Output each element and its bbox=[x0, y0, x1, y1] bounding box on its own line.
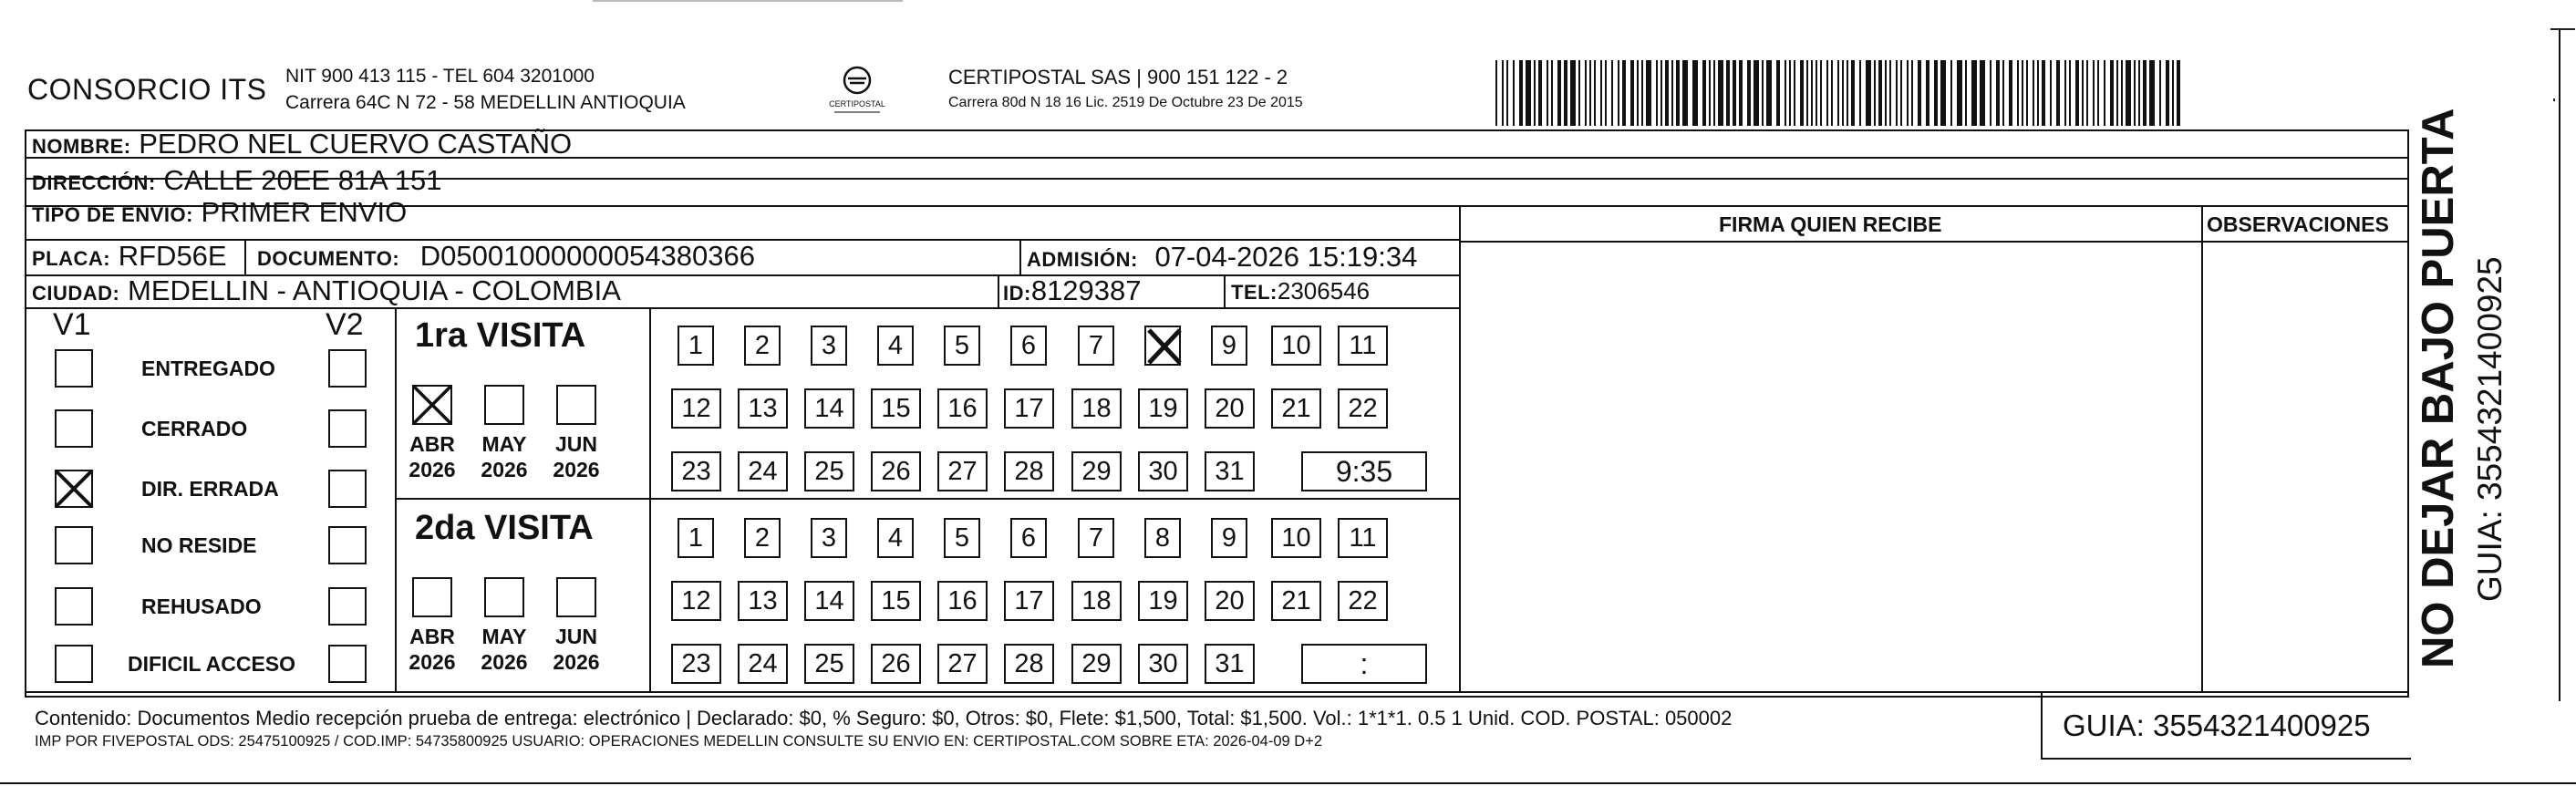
day-checkbox[interactable]: 31 bbox=[1205, 451, 1255, 491]
barcode-bar bbox=[1990, 60, 1991, 126]
barcode-bar bbox=[1676, 60, 1680, 126]
company-address: Carrera 64C N 72 - 58 MEDELLIN ANTIOQUIA bbox=[285, 92, 686, 113]
barcode-bar bbox=[1911, 60, 1913, 126]
footer-imp-line: IMP POR FIVEPOSTAL ODS: 25475100925 / COD.IMP: 54735800925 USUARIO: OPERACIONES MEDELLIN CONSULTE SU ENVIO EN: CERTIPOSTAL.COM SOBRE ETA: 2026-04-09 D+2 bbox=[35, 733, 1323, 750]
month-checkbox[interactable] bbox=[412, 577, 452, 617]
id-value: 8129387 bbox=[1030, 274, 1142, 306]
visit-title: 2da VISITA bbox=[415, 509, 594, 547]
month-label: ABR 2026 bbox=[409, 625, 456, 674]
barcode-bar bbox=[1831, 60, 1833, 126]
month-checkbox[interactable] bbox=[556, 577, 596, 617]
status-label: REHUSADO bbox=[141, 595, 262, 618]
footer-guia-divider bbox=[2041, 691, 2043, 760]
v2-checkbox[interactable] bbox=[328, 349, 367, 388]
barcode-bar bbox=[2075, 60, 2079, 126]
month-label: JUN 2026 bbox=[553, 432, 600, 481]
v2-header: V2 bbox=[326, 307, 364, 342]
v1-checkbox[interactable] bbox=[55, 587, 93, 626]
month-label: MAY 2026 bbox=[481, 625, 528, 674]
v1-checkbox[interactable] bbox=[55, 470, 93, 508]
barcode-bar bbox=[2093, 60, 2095, 126]
day-checkbox[interactable]: 30 bbox=[1138, 451, 1188, 491]
day-checkbox[interactable]: 21 bbox=[1271, 581, 1321, 621]
barcode-bar bbox=[1878, 60, 1882, 126]
day-checkbox[interactable]: 10 bbox=[1271, 326, 1321, 366]
barcode-bar bbox=[2104, 60, 2105, 126]
day-checkbox[interactable]: 27 bbox=[937, 644, 988, 684]
v2-checkbox[interactable] bbox=[328, 645, 367, 683]
v2-checkbox[interactable] bbox=[328, 587, 367, 626]
company-nit: NIT 900 413 115 - TEL 604 3201000 bbox=[285, 66, 595, 87]
barcode-bar bbox=[1726, 60, 1730, 126]
nombre-value: PEDRO NEL CUERVO CASTAÑO bbox=[139, 128, 573, 160]
month-label: JUN 2026 bbox=[553, 625, 600, 674]
barcode-bar bbox=[1671, 60, 1673, 126]
barcode-bar bbox=[2009, 60, 2012, 126]
ciudad-cell bbox=[32, 274, 621, 310]
visit-column-divider bbox=[395, 307, 397, 691]
day-checkbox[interactable]: 14 bbox=[804, 388, 854, 429]
cell-divider bbox=[244, 239, 246, 274]
observaciones-area[interactable] bbox=[2204, 243, 2407, 689]
barcode-bar bbox=[1622, 60, 1626, 126]
barcode-bar bbox=[1885, 60, 1887, 126]
admision-label: ADMISIÓN: bbox=[1027, 248, 1138, 271]
barcode-bar bbox=[2138, 60, 2140, 126]
visit-title: 1ra VISITA bbox=[415, 316, 586, 355]
day-checkbox[interactable]: 19 bbox=[1138, 388, 1188, 429]
barcode-bar bbox=[1570, 60, 1576, 126]
v2-checkbox[interactable] bbox=[328, 526, 367, 564]
nombre-row bbox=[32, 128, 572, 163]
day-checkbox[interactable]: 2 bbox=[744, 518, 781, 558]
cell-divider bbox=[1019, 239, 1021, 274]
barcode-bar bbox=[1600, 60, 1602, 126]
day-checkbox[interactable]: 3 bbox=[811, 518, 847, 558]
barcode-bar bbox=[2172, 60, 2174, 126]
column-divider bbox=[1459, 205, 1461, 691]
v2-checkbox[interactable] bbox=[328, 470, 367, 508]
barcode-bar bbox=[1934, 60, 1938, 126]
barcode-bar bbox=[1816, 60, 1817, 126]
visit-column-divider bbox=[649, 307, 651, 691]
firma-area[interactable] bbox=[1462, 243, 2199, 689]
day-checkbox[interactable]: 9 bbox=[1211, 326, 1247, 366]
day-checkbox[interactable]: 4 bbox=[877, 518, 914, 558]
footer-divider bbox=[25, 691, 2409, 693]
day-checkbox[interactable]: 20 bbox=[1205, 581, 1255, 621]
barcode-bar bbox=[2022, 60, 2023, 126]
month-checkbox[interactable] bbox=[412, 385, 452, 425]
barcode-bar bbox=[1739, 60, 1743, 126]
barcode-bar bbox=[2134, 60, 2136, 126]
day-checkbox[interactable]: 25 bbox=[804, 644, 854, 684]
barcode-bar bbox=[1842, 60, 1844, 126]
barcode-bar bbox=[1547, 60, 1548, 126]
day-checkbox[interactable]: 11 bbox=[1338, 518, 1388, 558]
barcode-bar bbox=[1660, 60, 1662, 126]
barcode-bar bbox=[1709, 60, 1711, 126]
barcode-bar bbox=[2026, 60, 2028, 126]
barcode-bar bbox=[1762, 60, 1764, 126]
barcode-bar bbox=[1656, 60, 1658, 126]
barcode-bar bbox=[1557, 60, 1561, 126]
day-checkbox[interactable]: 25 bbox=[804, 451, 854, 491]
barcode-bar bbox=[2037, 60, 2039, 126]
barcode-bar bbox=[1996, 60, 2000, 126]
day-checkbox[interactable]: 24 bbox=[738, 644, 788, 684]
time-field[interactable]: : bbox=[1301, 644, 1427, 684]
barcode-bar bbox=[2002, 60, 2004, 126]
status-label: ENTREGADO bbox=[141, 357, 275, 380]
day-checkbox[interactable]: 26 bbox=[871, 451, 921, 491]
day-checkbox[interactable]: 4 bbox=[877, 326, 914, 366]
v1-checkbox[interactable] bbox=[55, 409, 93, 448]
barcode-bar bbox=[1889, 60, 1891, 126]
tel-value: 2306546 bbox=[1277, 277, 1371, 305]
day-checkbox[interactable]: 1 bbox=[678, 326, 714, 366]
barcode-bar bbox=[1896, 60, 1898, 126]
barcode-bar bbox=[1618, 60, 1619, 126]
status-label: DIFICIL ACCESO bbox=[128, 652, 296, 676]
cell-divider bbox=[998, 274, 999, 307]
day-checkbox[interactable]: 31 bbox=[1205, 644, 1255, 684]
day-checkbox[interactable]: 8 bbox=[1144, 518, 1181, 558]
month-checkbox[interactable] bbox=[556, 385, 596, 425]
column-divider bbox=[2201, 205, 2203, 691]
barcode bbox=[1495, 60, 2181, 126]
day-checkbox[interactable]: 14 bbox=[804, 581, 854, 621]
barcode-bar bbox=[1538, 60, 1542, 126]
documento-cell bbox=[257, 240, 755, 275]
barcode-bar bbox=[1564, 60, 1567, 126]
barcode-bar bbox=[2042, 60, 2045, 126]
barcode-bar bbox=[1826, 60, 1828, 126]
day-checkbox[interactable]: 21 bbox=[1271, 388, 1321, 429]
barcode-bar bbox=[1637, 60, 1639, 126]
month-label: ABR 2026 bbox=[409, 432, 456, 481]
day-checkbox[interactable] bbox=[1144, 326, 1181, 366]
certipostal-license: Carrera 80d N 18 16 Lic. 2519 De Octubre 23 De 2015 bbox=[948, 95, 1303, 110]
barcode-bar bbox=[1940, 60, 1946, 126]
barcode-bar bbox=[2149, 60, 2155, 126]
day-checkbox[interactable]: 22 bbox=[1338, 581, 1388, 621]
day-checkbox[interactable]: 3 bbox=[811, 326, 847, 366]
barcode-bar bbox=[1702, 60, 1706, 126]
barcode-bar bbox=[1820, 60, 1822, 126]
day-checkbox[interactable]: 6 bbox=[1010, 518, 1047, 558]
barcode-bar bbox=[1754, 60, 1759, 126]
barcode-bar bbox=[1605, 60, 1607, 126]
day-checkbox[interactable]: 28 bbox=[1004, 451, 1054, 491]
company-name: CONSORCIO ITS bbox=[27, 73, 267, 106]
direccion-value: CALLE 20EE 81A 151 bbox=[163, 164, 442, 196]
barcode-bar bbox=[2166, 60, 2169, 126]
barcode-bar bbox=[1502, 60, 1504, 126]
barcode-bar bbox=[1866, 60, 1871, 126]
barcode-bar bbox=[2121, 60, 2123, 126]
barcode-bar bbox=[1665, 60, 1669, 126]
day-checkbox[interactable]: 20 bbox=[1205, 388, 1255, 429]
day-checkbox[interactable]: 13 bbox=[738, 581, 788, 621]
ciudad-value: MEDELLIN - ANTIOQUIA - COLOMBIA bbox=[128, 274, 621, 306]
day-checkbox[interactable]: 23 bbox=[671, 644, 721, 684]
certipostal-name: CERTIPOSTAL SAS | 900 151 122 - 2 bbox=[948, 66, 1288, 88]
day-checkbox[interactable]: 24 bbox=[738, 451, 788, 491]
day-checkbox[interactable]: 1 bbox=[678, 518, 714, 558]
barcode-bar bbox=[1513, 60, 1515, 126]
day-checkbox[interactable]: 22 bbox=[1338, 388, 1388, 429]
barcode-bar bbox=[1800, 60, 1804, 126]
footer-guia-bottom bbox=[2041, 758, 2411, 760]
barcode-bar bbox=[1713, 60, 1715, 126]
admision-value: 07-04-2026 15:19:34 bbox=[1154, 241, 1418, 273]
day-checkbox[interactable]: 10 bbox=[1271, 518, 1321, 558]
barcode-bar bbox=[2143, 60, 2147, 126]
barcode-bar bbox=[1980, 60, 1985, 126]
day-checkbox[interactable]: 15 bbox=[871, 581, 921, 621]
barcode-bar bbox=[2126, 60, 2131, 126]
placa-value: RFD56E bbox=[118, 240, 227, 272]
page-edge bbox=[2559, 28, 2560, 701]
barcode-bar bbox=[2116, 60, 2118, 126]
day-checkbox[interactable]: 18 bbox=[1071, 581, 1122, 621]
barcode-bar bbox=[1900, 60, 1902, 126]
barcode-bar bbox=[1907, 60, 1909, 126]
month-checkbox[interactable] bbox=[484, 577, 524, 617]
cell-divider bbox=[1224, 274, 1226, 307]
day-checkbox[interactable]: 18 bbox=[1071, 388, 1122, 429]
placa-label: PLACA: bbox=[32, 247, 111, 270]
barcode-bar bbox=[1611, 60, 1613, 126]
barcode-bar bbox=[1682, 60, 1688, 126]
day-checkbox[interactable]: 16 bbox=[937, 388, 988, 429]
footer-guia-number: GUIA: 3554321400925 bbox=[2063, 708, 2371, 742]
day-checkbox[interactable]: 29 bbox=[1071, 451, 1122, 491]
day-checkbox[interactable]: 17 bbox=[1004, 581, 1054, 621]
documento-label: DOCUMENTO: bbox=[257, 247, 400, 270]
barcode-bar bbox=[1594, 60, 1596, 126]
id-cell bbox=[1003, 274, 1142, 310]
barcode-bar bbox=[1776, 60, 1780, 126]
day-checkbox[interactable]: 15 bbox=[871, 388, 921, 429]
certipostal-logo bbox=[807, 64, 907, 119]
day-checkbox[interactable]: 23 bbox=[671, 451, 721, 491]
day-checkbox[interactable]: 30 bbox=[1138, 644, 1188, 684]
status-label: NO RESIDE bbox=[141, 533, 257, 557]
v1-checkbox[interactable] bbox=[55, 349, 93, 388]
month-checkbox[interactable] bbox=[484, 385, 524, 425]
firma-header: FIRMA QUIEN RECIBE bbox=[1719, 212, 1942, 236]
barcode-bar bbox=[1971, 60, 1977, 126]
nombre-label: NOMBRE: bbox=[32, 135, 131, 158]
barcode-bar bbox=[1918, 60, 1921, 126]
day-checkbox[interactable]: 12 bbox=[671, 388, 721, 429]
barcode-bar bbox=[1794, 60, 1795, 126]
barcode-bar bbox=[1965, 60, 1967, 126]
day-checkbox[interactable]: 9 bbox=[1211, 518, 1247, 558]
barcode-bar bbox=[2050, 60, 2052, 126]
day-checkbox[interactable]: 19 bbox=[1138, 581, 1188, 621]
placa-cell bbox=[32, 240, 227, 275]
day-checkbox[interactable]: 6 bbox=[1010, 326, 1047, 366]
observaciones-header: OBSERVACIONES bbox=[2207, 212, 2389, 236]
barcode-bar bbox=[1589, 60, 1591, 126]
tipo-label: TIPO DE ENVIO: bbox=[32, 203, 193, 226]
bottom-edge-rule bbox=[0, 782, 2576, 784]
direccion-row bbox=[32, 164, 441, 200]
barcode-bar bbox=[1837, 60, 1839, 126]
barcode-bar bbox=[1641, 60, 1643, 126]
barcode-bar bbox=[1526, 60, 1531, 126]
day-checkbox[interactable]: 17 bbox=[1004, 388, 1054, 429]
day-checkbox[interactable]: 29 bbox=[1071, 644, 1122, 684]
barcode-bar bbox=[1747, 60, 1751, 126]
day-checkbox[interactable]: 16 bbox=[937, 581, 988, 621]
barcode-bar bbox=[2056, 60, 2060, 126]
top-edge-rule bbox=[593, 0, 903, 2]
barcode-bar bbox=[1718, 60, 1723, 126]
logo-wordmark: CERTIPOSTAL bbox=[829, 99, 885, 109]
barcode-bar bbox=[2097, 60, 2099, 126]
documento-value: D05001000000054380366 bbox=[419, 240, 755, 272]
v1-header: V1 bbox=[53, 307, 91, 342]
barcode-bar bbox=[2069, 60, 2071, 126]
barcode-bar bbox=[2033, 60, 2034, 126]
corner-mark bbox=[2550, 28, 2575, 30]
side-warning: NO DEJAR BAJO PUERTA bbox=[2414, 108, 2463, 668]
barcode-bar bbox=[1519, 60, 1523, 126]
ciudad-label: CIUDAD: bbox=[32, 282, 120, 305]
barcode-bar bbox=[1806, 60, 1808, 126]
direccion-label: DIRECCIÓN: bbox=[32, 171, 156, 194]
status-label: DIR. ERRADA bbox=[141, 477, 279, 501]
barcode-bar bbox=[2064, 60, 2066, 126]
barcode-bar bbox=[1630, 60, 1634, 126]
admision-cell bbox=[1027, 241, 1417, 276]
barcode-bar bbox=[1534, 60, 1536, 126]
side-guia-number: GUIA: 3554321400925 bbox=[2471, 256, 2509, 602]
barcode-bar bbox=[2159, 60, 2161, 126]
barcode-bar bbox=[1789, 60, 1791, 126]
time-field[interactable]: 9:35 bbox=[1301, 451, 1427, 491]
month-label: MAY 2026 bbox=[481, 432, 528, 481]
barcode-bar bbox=[1950, 60, 1952, 126]
barcode-bar bbox=[1957, 60, 1962, 126]
status-label: CERRADO bbox=[141, 417, 248, 440]
v1-checkbox[interactable] bbox=[55, 526, 93, 564]
barcode-bar bbox=[1495, 60, 1497, 126]
barcode-bar bbox=[2177, 60, 2180, 126]
day-checkbox[interactable]: 5 bbox=[944, 518, 980, 558]
visit-divider bbox=[395, 498, 1461, 500]
barcode-bar bbox=[1766, 60, 1772, 126]
barcode-bar bbox=[2110, 60, 2114, 126]
barcode-bar bbox=[1874, 60, 1876, 126]
barcode-bar bbox=[1859, 60, 1861, 126]
corner-tick bbox=[2553, 98, 2555, 101]
id-label: ID: bbox=[1003, 282, 1031, 305]
barcode-bar bbox=[1692, 60, 1698, 126]
day-checkbox[interactable]: 27 bbox=[937, 451, 988, 491]
v1-checkbox[interactable] bbox=[55, 645, 93, 683]
barcode-bar bbox=[1646, 60, 1651, 126]
footer-content: Contenido: Documentos Medio recepción prueba de entrega: electrónico | Declarado: $0, % Seguro: $0, Otros: $0, Flete: $1,500, Total: $1,500. Vol.: 1*1*1. 0.5 1 Unid. COD. POSTAL: 050002 bbox=[35, 707, 1733, 729]
barcode-bar bbox=[1847, 60, 1848, 126]
barcode-bar bbox=[2017, 60, 2019, 126]
day-checkbox[interactable]: 28 bbox=[1004, 644, 1054, 684]
barcode-bar bbox=[1926, 60, 1929, 126]
day-checkbox[interactable]: 13 bbox=[738, 388, 788, 429]
barcode-bar bbox=[1811, 60, 1813, 126]
v2-checkbox[interactable] bbox=[328, 409, 367, 448]
tipo-value: PRIMER ENVIO bbox=[201, 196, 408, 228]
barcode-bar bbox=[1551, 60, 1553, 126]
day-checkbox[interactable]: 11 bbox=[1338, 326, 1388, 366]
barcode-bar bbox=[1851, 60, 1855, 126]
barcode-bar bbox=[1506, 60, 1508, 126]
barcode-bar bbox=[1585, 60, 1587, 126]
tel-cell bbox=[1231, 274, 1370, 309]
day-checkbox[interactable]: 7 bbox=[1078, 326, 1114, 366]
day-checkbox[interactable]: 7 bbox=[1078, 518, 1114, 558]
barcode-bar bbox=[2086, 60, 2088, 126]
day-checkbox[interactable]: 26 bbox=[871, 644, 921, 684]
barcode-bar bbox=[1785, 60, 1786, 126]
day-checkbox[interactable]: 12 bbox=[671, 581, 721, 621]
day-checkbox[interactable]: 5 bbox=[944, 326, 980, 366]
day-checkbox[interactable]: 2 bbox=[744, 326, 781, 366]
barcode-bar bbox=[1578, 60, 1580, 126]
tipo-row bbox=[32, 196, 407, 232]
barcode-bar bbox=[2082, 60, 2084, 126]
barcode-bar bbox=[1733, 60, 1736, 126]
tel-label: TEL: bbox=[1231, 281, 1278, 304]
